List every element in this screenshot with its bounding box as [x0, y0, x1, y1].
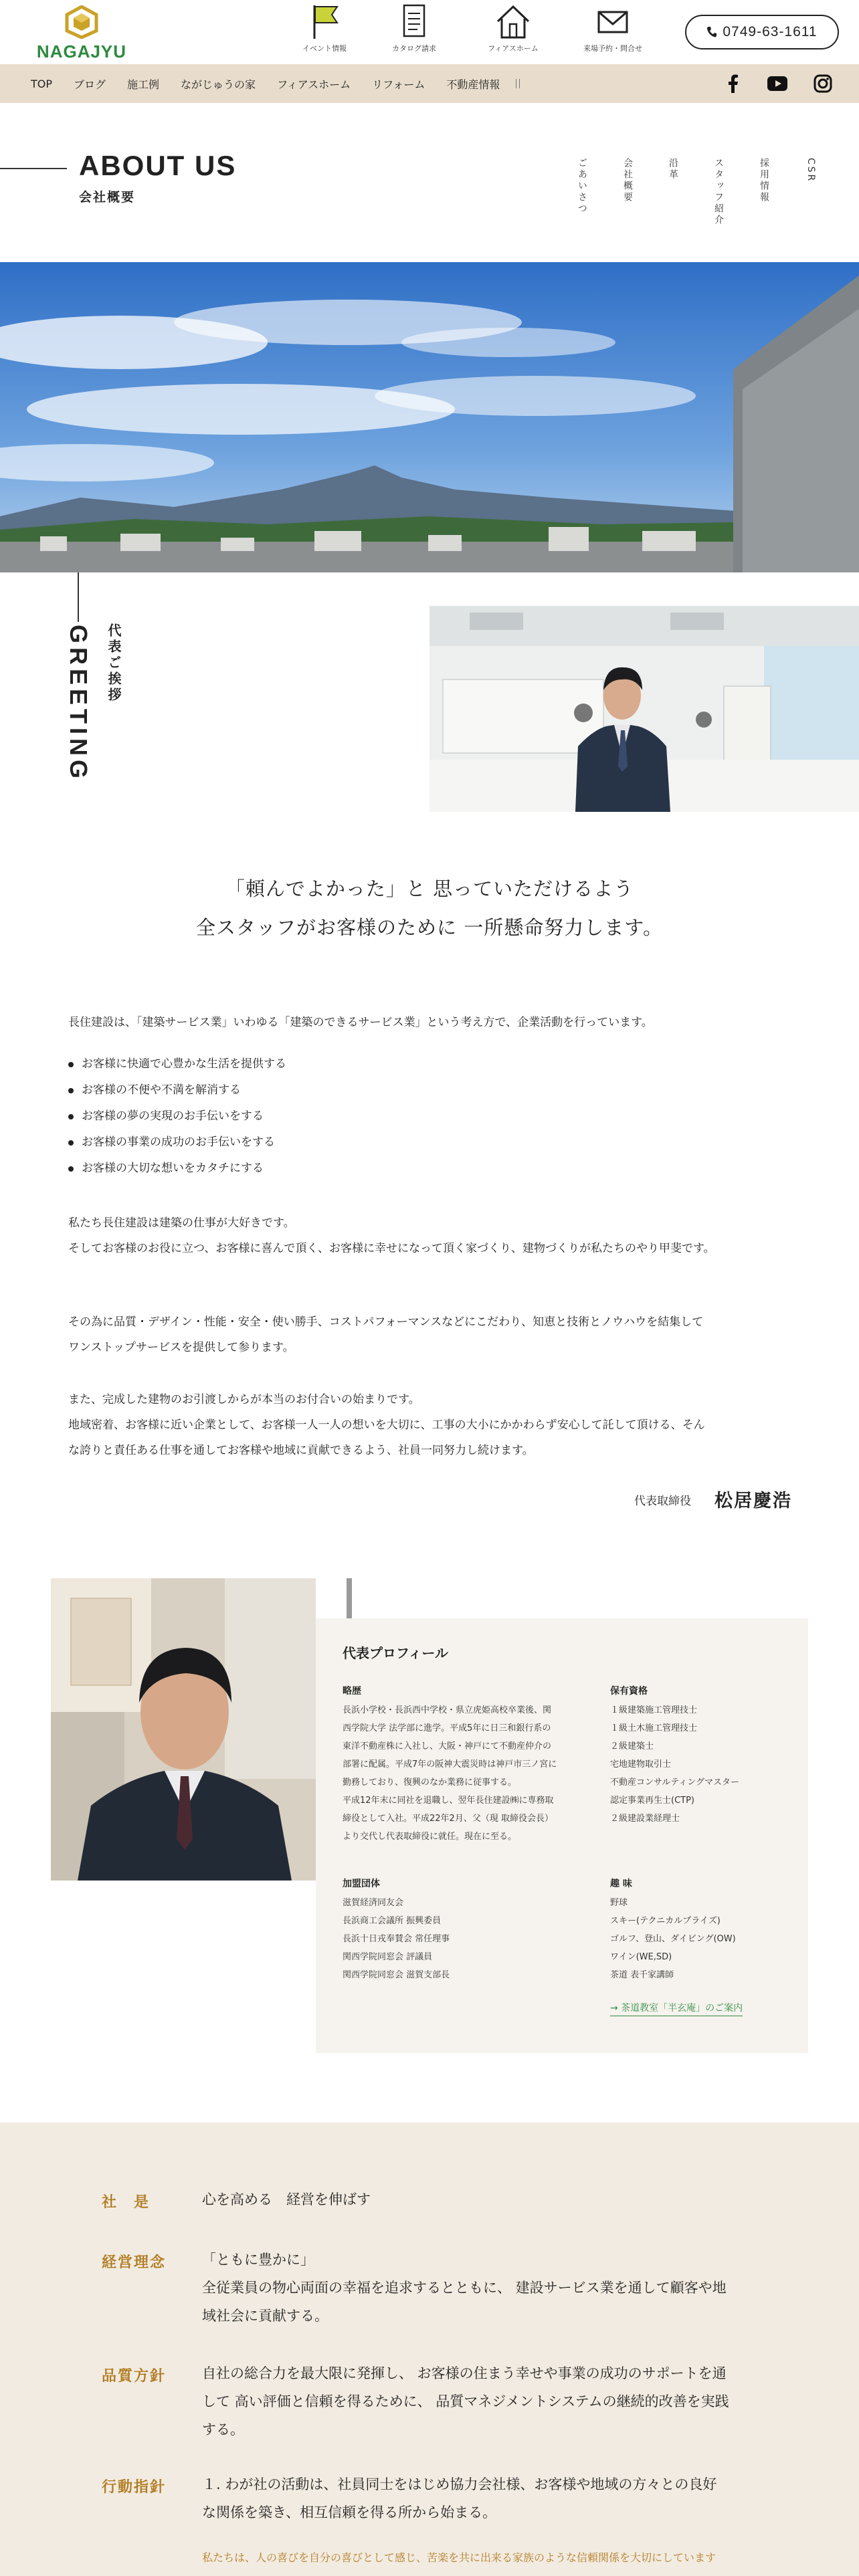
nav-item-reform[interactable]: リフォーム [372, 78, 425, 91]
nav-item-fias-home[interactable]: フィアスホーム [277, 78, 351, 91]
tea-ceremony-link[interactable]: → 茶道教室「半玄庵」のご案内 [610, 2001, 743, 2016]
youtube-icon [767, 76, 787, 91]
profile-title: 代表プロフィール [343, 1645, 448, 1661]
greeting-title-en: GREETING [65, 625, 92, 783]
nav-item-blog[interactable]: ブログ [74, 78, 106, 91]
paragraph-line: 地域密着、お客様に近い企業として、お客様一人一人の想いを大切に、工事の大小にかかわらず安心して託して頂ける、そん [68, 1418, 705, 1432]
logo-mark-icon [64, 5, 99, 39]
nav-fias-home-label: フィアスホーム [488, 44, 539, 53]
signature-title: 代表取締役 [634, 1495, 691, 1508]
subnav-csr[interactable]: CSR [805, 158, 816, 183]
list-item: お客様の大切な想いをカタチにする [67, 1156, 286, 1182]
profile-groups-text: 滋賀経済同友会 長浜商工会議所 振興委員 長浜十日戎奉賛会 常任理事 関西学院同窓会 評議員 関西学院同窓会 滋賀支部長 [343, 1898, 450, 1980]
profile-quals-text: １級建築施工管理技士 １級土木施工管理技士 ２級建築士 宅地建物取引士 不動産コンサルティングマスター 認定事業再生士(CTP) ２級建設業経理士 [610, 1705, 740, 1824]
mail-icon [596, 3, 630, 40]
facebook-icon [728, 74, 739, 93]
greeting-paragraph-3 [68, 1387, 797, 1463]
signature-name: 松居慶浩 [714, 1491, 792, 1511]
paragraph-line: 私たち長住建設は建築の仕事が大好きです。 [68, 1216, 295, 1230]
nav-event[interactable] [294, 0, 355, 64]
subnav-history[interactable]: 沿革 [668, 158, 678, 181]
flag-icon [309, 3, 340, 40]
nav-catalog-label: カタログ請求 [392, 44, 436, 53]
philosophy-text-quality: 自社の総合力を最大限に発揮し、 お客様の住まう幸せや事業の成功のサポートを通して 高い評価と信頼を得るために、 品質マネジメントシステムの継続的改善を実践する。 [202, 2365, 729, 2438]
philosophy-note: 私たちは、人の喜びを自分の喜びとして感じ、苦楽を共に出来る家族のような信頼関係を大切にしています [202, 2551, 717, 2564]
nav-contact[interactable] [579, 0, 646, 64]
logo[interactable] [20, 5, 143, 62]
paragraph-line: また、完成した建物のお引渡しからが本当のお付合いの始まりです。 [68, 1393, 420, 1406]
paragraph-line: そしてお客様のお役に立つ、お客様に喜んで頂く、お客様に幸せになって頂く家づくり、建物づくりが私たちのやり甲斐です。 [68, 1242, 715, 1255]
list-item: お客様の夢の実現のお手伝いをする [67, 1103, 286, 1130]
tel-number: 0749-63-1611 [723, 24, 818, 39]
paragraph-line: その為に品質・デザイン・性能・安全・使い勝手、コストパフォーマンスなどにこだわり、知恵と技術とノウハウを結集して [68, 1315, 704, 1329]
nav-catalog[interactable] [384, 0, 444, 64]
paragraph-line: ワンストップサービスを提供して参ります。 [68, 1341, 294, 1354]
greeting-divider [78, 572, 79, 622]
catalog-icon [400, 3, 428, 40]
office-photo [430, 606, 859, 812]
tel-button[interactable] [685, 15, 839, 49]
greeting-title-jp: 代表ご挨拶 [106, 623, 122, 704]
list-item: お客様に快適で心豊かな生活を提供する [67, 1051, 286, 1077]
nav-event-label: イベント情報 [302, 44, 347, 53]
philosophy-label-quality: 品質方針 [102, 2368, 167, 2385]
catchcopy-line2: 全スタッフがお客様のために 一所懸命努力します。 [196, 916, 663, 939]
page-subtitle: 会社概要 [79, 190, 136, 205]
site-header [0, 0, 859, 64]
greeting-intro: 長住建設は、「建築サービス業」いわゆる「建築のできるサービス業」という考え方で、企業活動を行っています。 [68, 1016, 653, 1029]
instagram-link[interactable] [811, 72, 835, 96]
nav-item-works[interactable]: 施工例 [127, 78, 160, 91]
youtube-link[interactable] [765, 72, 789, 96]
phone-icon [706, 26, 717, 38]
profile-accent-bar [347, 1578, 352, 1618]
philosophy-text-motto: 心を高める 経営を伸ばす [202, 2191, 371, 2208]
nav-item-nagajyu-house[interactable]: ながじゅうの家 [181, 78, 256, 91]
hero-landscape-photo [0, 262, 859, 572]
profile-hobby-text: 野球 スキー(テクニカルプライズ) ゴルフ、登山、ダイビング(OW) ワイン(WE,SD) 茶道 表千家講師 [610, 1898, 736, 1980]
list-item: お客様の事業の成功のお手伝いをする [67, 1130, 286, 1156]
president-office-photo [430, 606, 859, 812]
nav-item-top[interactable]: TOP [31, 77, 53, 90]
philosophy-label-principle: 経営理念 [102, 2254, 167, 2271]
subnav-greeting[interactable]: ごあいさつ [577, 158, 587, 215]
profile-groups-heading: 加盟団体 [343, 1879, 380, 1889]
greeting-bullet-list [67, 1051, 286, 1182]
profile-quals-heading: 保有資格 [610, 1686, 648, 1697]
president-portrait [51, 1578, 316, 1881]
instagram-icon [814, 74, 832, 93]
greeting-paragraph-2 [68, 1309, 797, 1360]
list-item: お客様の不便や不満を解消する [67, 1077, 286, 1103]
house-icon [495, 3, 531, 40]
facebook-link[interactable] [721, 72, 745, 96]
nav-menu-toggle[interactable] [516, 79, 520, 88]
greeting-catchcopy [0, 869, 859, 947]
portrait-photo [51, 1578, 316, 1881]
logo-text: NAGAJYU [36, 41, 127, 62]
profile-history-heading: 略歴 [343, 1686, 361, 1697]
page-title: ABOUT US [79, 150, 237, 181]
subnav-staff[interactable]: スタッフ紹介 [713, 158, 724, 226]
philosophy-label-motto: 社 是 [102, 2194, 151, 2211]
nav-contact-label: 来場予約・問合せ [583, 44, 642, 53]
nav-item-realestate[interactable]: 不動産情報 [446, 78, 500, 91]
nav-fias-home[interactable] [483, 0, 543, 64]
subnav-company[interactable]: 会社概要 [622, 158, 633, 203]
profile-hobby-heading: 趣 味 [610, 1879, 632, 1889]
subnav-recruit[interactable]: 採用情報 [759, 158, 769, 203]
philosophy-label-conduct: 行動指針 [102, 2479, 167, 2496]
catchcopy-line1: 「頼んでよかった」と 思っていただけるよう [225, 877, 634, 900]
profile-history-text: 長浜小学校・長浜西中学校・県立虎姫高校卒業後、関 西学院大学 法学部に進学。平成5年に日三和銀行系の 東洋不動産株に入社し、大阪・神戸にて不動産仲介の 部署に配属。平成7年の阪神大震災時は神戸市三ノ宮に 勤務しており、復興のなか業務に従事する。 平成12年末に同社を退職し、翌年長住建設㈱に専務取 締役として入社。平成22年2月、父（現 取締役会長） より交代し代表取締役に就任。現在に至る。 [343, 1705, 557, 1842]
philosophy-text-principle: 「ともに豊かに」 全従業員の物心両面の幸福を追求するとともに、 建設サービス業を通して顧客や地域社会に貢献する。 [202, 2252, 727, 2324]
about-divider [0, 168, 67, 169]
paragraph-line: な誇りと責任ある仕事を通してお客様や地域に貢献できるよう、社員一同努力し続けます。 [68, 1444, 534, 1457]
greeting-paragraph-1 [68, 1210, 797, 1261]
philosophy-text-conduct: １. わが社の活動は、社員同士をはじめ協力会社様、お客様や地域の方々との良好な関係を築き、相互信頼を得る所から始まる。 [202, 2476, 717, 2520]
hero-image [0, 262, 859, 572]
